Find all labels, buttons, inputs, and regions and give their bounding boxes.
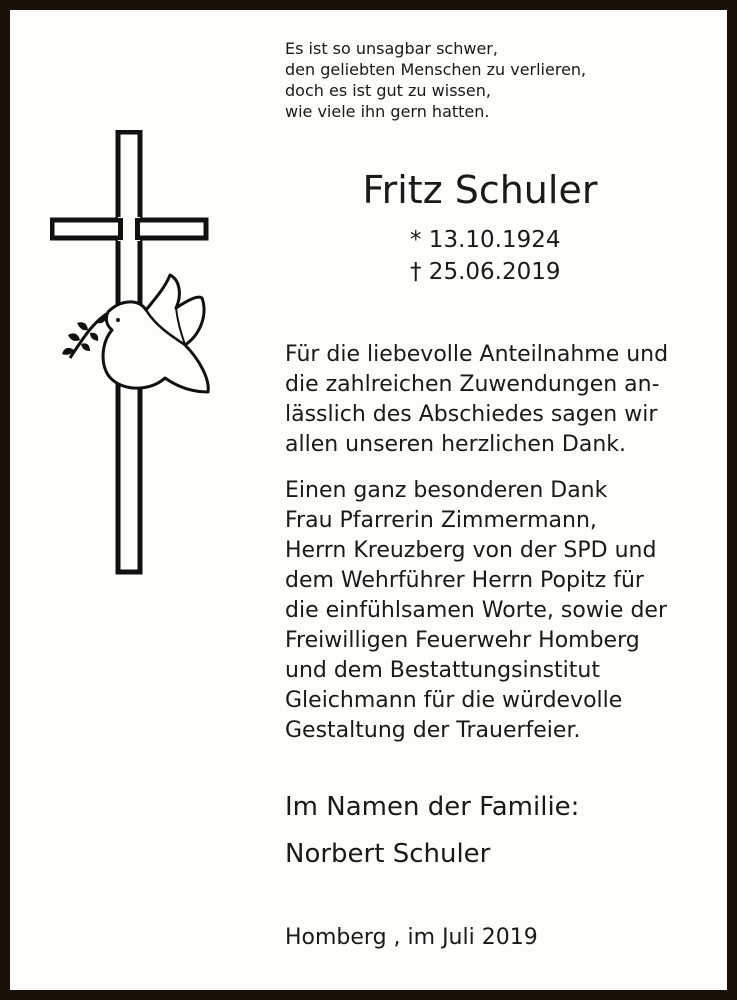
text-line: und dem Bestattungsinstitut xyxy=(285,658,600,683)
text-line: lässlich des Abschiedes sagen wir xyxy=(285,402,658,427)
death-date: † 25.06.2019 xyxy=(410,259,561,285)
cross-with-dove-emblem xyxy=(50,130,210,575)
text-line: Frau Pfarrerin Zimmermann, xyxy=(285,508,597,533)
text-line: Freiwilligen Feuerwehr Homberg xyxy=(285,628,640,653)
text-line: Herrn Kreuzberg von der SPD und xyxy=(285,538,657,563)
text-line: Gleichmann für die würdevolle xyxy=(285,688,623,713)
signature-name: Norbert Schuler xyxy=(285,839,491,869)
verse-line: wie viele ihn gern hatten. xyxy=(285,102,490,121)
text-line: die einfühlsamen Worte, sowie der xyxy=(285,598,668,623)
text-line: allen unseren herzlichen Dank. xyxy=(285,432,626,457)
text-line: Für die liebevolle Anteilnahme und xyxy=(285,342,669,367)
dove-icon xyxy=(62,275,208,392)
signature-line: Im Namen der Familie: xyxy=(285,792,580,822)
birth-date: * 13.10.1924 xyxy=(410,227,561,253)
text-line: dem Wehrführer Herrn Popitz für xyxy=(285,568,644,593)
special-thanks-paragraph xyxy=(285,476,667,746)
obituary-card xyxy=(10,10,727,990)
place-and-date: Homberg , im Juli 2019 xyxy=(285,925,538,950)
text-line: Einen ganz besonderen Dank xyxy=(285,478,608,503)
text-line: die zahlreichen Zuwendungen an- xyxy=(285,372,660,397)
life-dates xyxy=(410,224,561,288)
verse-line: Es ist so unsagbar schwer, xyxy=(285,39,498,58)
thanks-paragraph xyxy=(285,340,668,460)
deceased-name: Fritz Schuler xyxy=(362,168,598,212)
memorial-verse xyxy=(285,38,586,122)
text-line: Gestaltung der Trauerfeier. xyxy=(285,718,581,743)
verse-line: den geliebten Menschen zu verlieren, xyxy=(285,60,587,79)
verse-line: doch es ist gut zu wissen, xyxy=(285,81,491,100)
